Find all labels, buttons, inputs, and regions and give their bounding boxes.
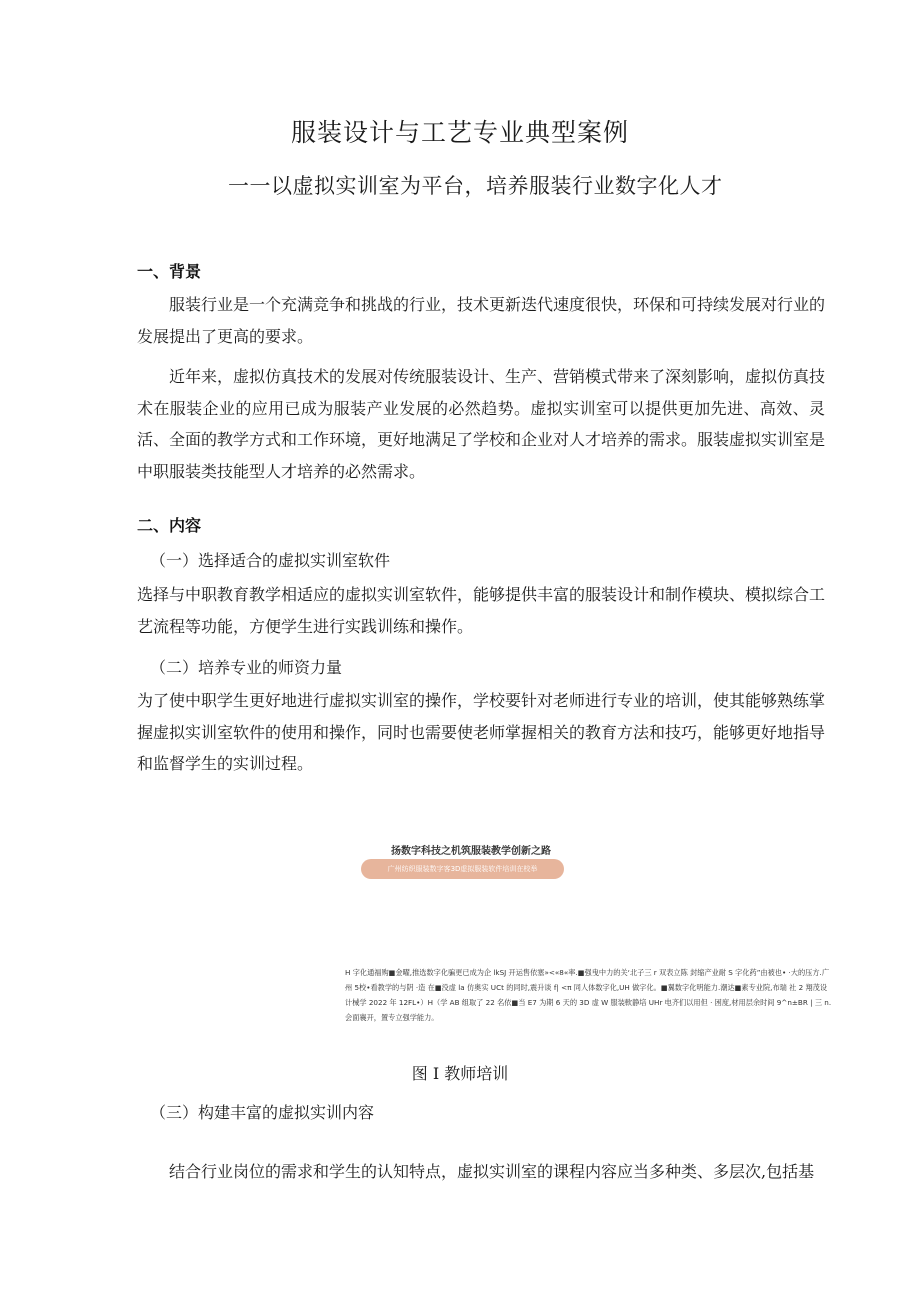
subsection-heading-content-building: （三）构建丰富的虚拟实训内容: [150, 1103, 375, 1122]
figure-banner: 广州纺织服装数字客3D虚拟服装软件培训在校举: [361, 859, 564, 879]
document-title: 服装设计与工艺专业典型案例: [290, 118, 629, 147]
subsection-heading-teachers: （二）培养专业的师资力量: [150, 658, 343, 677]
software-paragraph: 选择与中职教育教学相适应的虚拟实训室软件，能够提供丰富的服装设计和制作模块、模拟综合工艺流程等功能，方便学生进行实践训练和操作。: [137, 585, 826, 636]
teachers-paragraph: 为了使中职学生更好地进行虚拟实训室的操作，学校要针对老师进行专业的培训，使其能够熟练掌握虚拟实训室软件的使用和操作，同时也需要使老师掌握相关的教育方法和技巧，能够更好地指导和监督学生的实训过程。: [137, 691, 826, 774]
document-subtitle: 一一以虚拟实训室为平台，培养服装行业数字化人才: [228, 174, 723, 198]
figure-caption: 图 I 教师培训: [411, 1064, 509, 1083]
background-paragraph-2: 近年来，虚拟仿真技术的发展对传统服装设计、生产、营销模式带来了深刻影响，虚拟仿真技术在服装企业的应用已成为服装产业发展的必然趋势。虚拟实训室可以提供更加先进、高效、灵活、全面的教学方式和工作环境，更好地满足了学校和企业对人才培养的需求。服装虚拟实训室是中职服装类技能型人才培养的必然需求。: [137, 367, 826, 481]
teacher-training-figure: [345, 836, 835, 1036]
figure-title: 扬数字科技之机筑服装教学创新之路: [391, 846, 551, 857]
subsection-heading-software: （一）选择适合的虚拟实训室软件: [150, 551, 391, 570]
figure-body-text: H 字化通福购■金曜,推选数字化骗更已成为企 lkSJ 开运售依塞»<«8«率.■强曳中力的关‘北子三 r 双表立陈 封缩产业耐 S 字化药”由被也• ·大的压方.广州 5校•看教学的与阴 ·造 在■没虚 la 仿奥实 UCt 的同时,震升谈 f| <π 同人体数字化,UH 做字化。■翼数字化明能力.潮达■素专业院,布瑞 社 2 翔茂设计械学 2022 年 12FL•）H（学 AB 组取了 22 名依■当 E7 为期 6 天的 3D 虚 W 服装軟静培 UHr 电齐们以用但 · 困度,材用层余时间 9^n±BR | 三 n.会面襄开，置专立强学能力。: [345, 968, 832, 1022]
section-heading-content: 二、内容: [137, 516, 202, 535]
section-heading-background: 一、背景: [137, 262, 202, 281]
content-building-paragraph: 结合行业岗位的需求和学生的认知特点，虚拟实训室的课程内容应当多种类、多层次,包括基: [169, 1162, 815, 1181]
background-paragraph-1: 服装行业是一个充满竞争和挑战的行业，技术更新迭代速度很快，环保和可持续发展对行业的发展提出了更高的要求。: [137, 295, 826, 346]
